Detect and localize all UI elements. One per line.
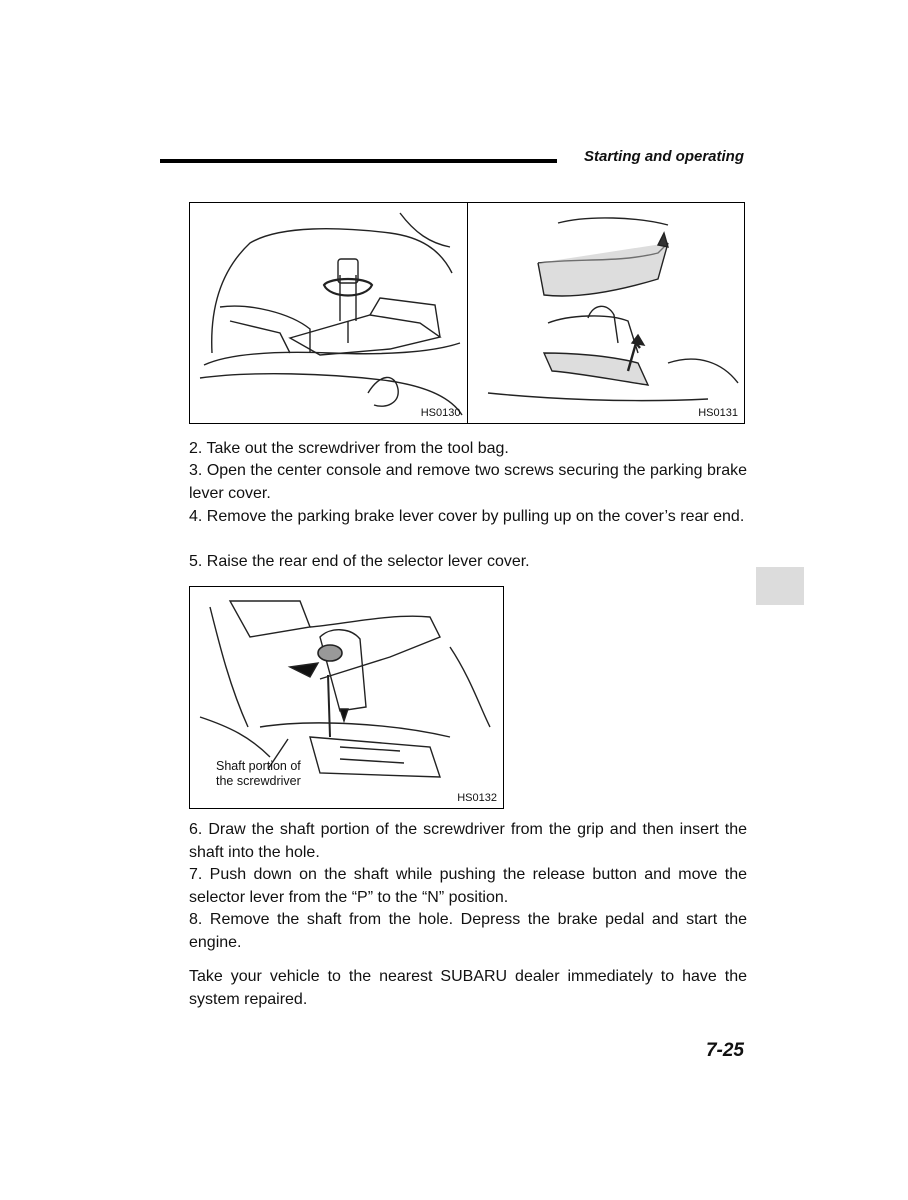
step-5: 5. Raise the rear end of the selector lever cover. [189,553,530,570]
step-2: 2. Take out the screwdriver from the tool bag. [189,440,509,457]
closing-note: Take your vehicle to the nearest SUBARU dealer immediately to have the system repaired. [189,968,747,1008]
step-6: 6. Draw the shaft portion of the screwdriver from the grip and then insert the shaft into the hole. [189,821,747,861]
figure-code-hs0132: HS0132 [457,792,497,804]
figure-code-hs0131: HS0131 [698,407,738,419]
callout-line-2: the screwdriver [216,774,301,788]
lever-cover-removal-illustration [468,203,744,423]
figure-row-top [189,202,745,424]
step-7: 7. Push down on the shaft while pushing the release button and move the selector lever from the “P” to the “N” position. [189,866,747,906]
callout-line-1: Shaft portion of [216,759,301,773]
thumb-index-tab [756,567,804,605]
figure-hs0131 [467,203,745,423]
figure-hs0130 [190,203,467,423]
callout-shaft-portion [216,759,301,789]
figure-code-hs0130: HS0130 [420,407,461,419]
step-4: 4. Remove the parking brake lever cover by pulling up on the cover’s rear end. [189,508,745,525]
console-screwdriver-illustration [190,203,466,423]
step-3: 3. Open the center console and remove two screws securing the parking brake lever cover. [189,462,747,502]
header-rule [160,159,557,163]
step-8: 8. Remove the shaft from the hole. Depress the brake pedal and start the engine. [189,911,747,951]
section-title: Starting and operating [583,148,744,165]
figure-hs0132 [189,586,504,809]
page-number: 7-25 [705,1040,744,1061]
